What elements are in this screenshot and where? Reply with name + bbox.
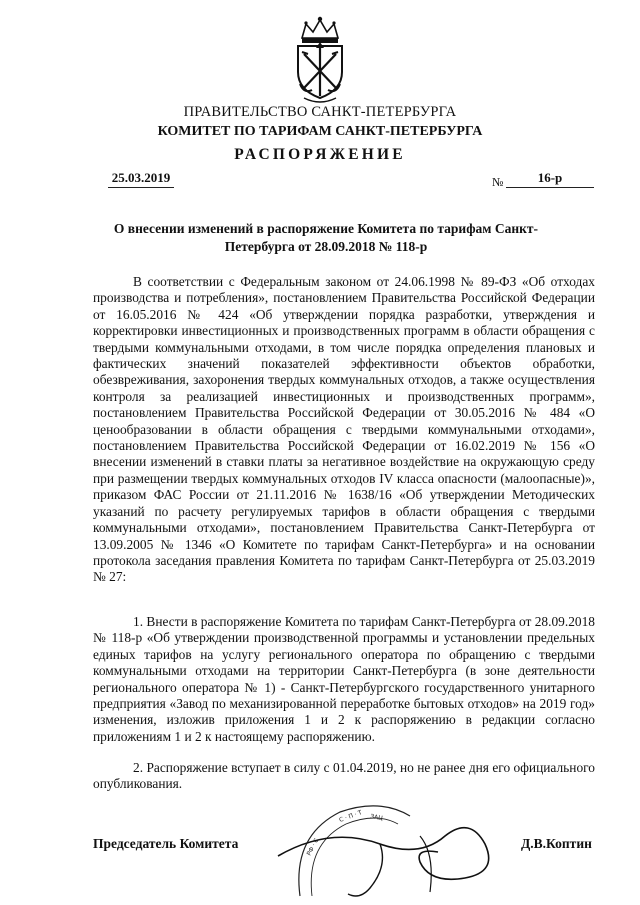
signature-and-seal-icon — [270, 796, 515, 904]
signatory-position: Председатель Комитета — [93, 836, 239, 851]
item-1-paragraph: 1. Внести в распоряжение Комитета по тарифам Санкт-Петербурга от 28.09.2018 № 118-р «Об утверждении производственной программы и установлении предельных единых тарифов на услугу регионального оператора по обращению с твердыми коммунальными отходами на территории Санкт-Петербурга (в зоне деятельности регионального оператора № 1) - Санкт-Петербургского государственного унитарного предприятия «Завод по механизированной переработке бытовых отходов» на 2019 год» изменения, изложив приложения 1 и 2 к распоряжению в редакции согласно приложениям 1 и 2 к настоящему распоряжению. — [93, 614, 595, 744]
document-number: 16-р — [506, 170, 594, 188]
government-header: ПРАВИТЕЛЬСТВО САНКТ-ПЕТЕРБУРГА — [183, 104, 457, 120]
svg-text:С · П · Т: С · П · Т — [338, 809, 364, 824]
signatory-name: Д.В.Коптин — [521, 836, 592, 851]
item-2-paragraph: 2. Распоряжение вступает в силу с 01.04.2019, но не ранее дня его официального опубликования. — [93, 760, 595, 792]
document-title: О внесении изменений в распоряжение Комитета по тарифам Санкт-Петербурга от 28.09.2018 № 118-р — [113, 221, 539, 254]
svg-text:РФ · С: РФ · С — [305, 837, 321, 857]
committee-header: КОМИТЕТ ПО ТАРИФАМ САНКТ-ПЕТЕРБУРГА — [157, 124, 483, 139]
preamble-paragraph: В соответствии с Федеральным законом от 24.06.1998 № 89-ФЗ «Об отходах производства и потребления», постановлением Правительства Российской Федерации от 16.05.2016 № 424 «Об утверждении порядка разработки, утверждения и корректировки инвестиционных и производственных программ в области обращения с твердыми коммунальными отходами, в том числе порядка определения плановых и фактических значений показателей эффективности объектов обработки, обезвреживания, захоронения твердых коммунальных отходов, а также осуществления контроля за реализацией инвестиционных и производственных программ», постановлением Правительства Российской Федерации от 30.05.2016 № 484 «О ценообразовании в области обращения с твердыми коммунальными отходами», постановлением Правительства Российской Федерации от 16.02.2019 № 156 «О внесении изменений в ставки платы за негативное воздействие на окружающую среду при размещении твердых коммунальных отходов IV класса опасности (малоопасные)», приказом ФАС России от 21.11.2016 № 1638/16 «Об утверждении Методических указаний по расчету регулируемых тарифов в области обращения с твердыми коммунальными отходами», постановлением Правительства Санкт-Петербурга от 13.09.2005 № 1346 «О Комитете по тарифам Санкт-Петербурга» и на основании протокола заседания правления Комитета по тарифам Санкт-Петербурга от 25.03.2019 № 27: — [93, 274, 595, 585]
document-type-heading: РАСПОРЯЖЕНИЕ — [234, 146, 406, 163]
svg-text:ЗАЦ: ЗАЦ — [369, 813, 384, 823]
number-label: № — [492, 175, 504, 189]
coat-of-arms-icon — [288, 14, 352, 106]
document-date: 25.03.2019 — [108, 170, 174, 188]
